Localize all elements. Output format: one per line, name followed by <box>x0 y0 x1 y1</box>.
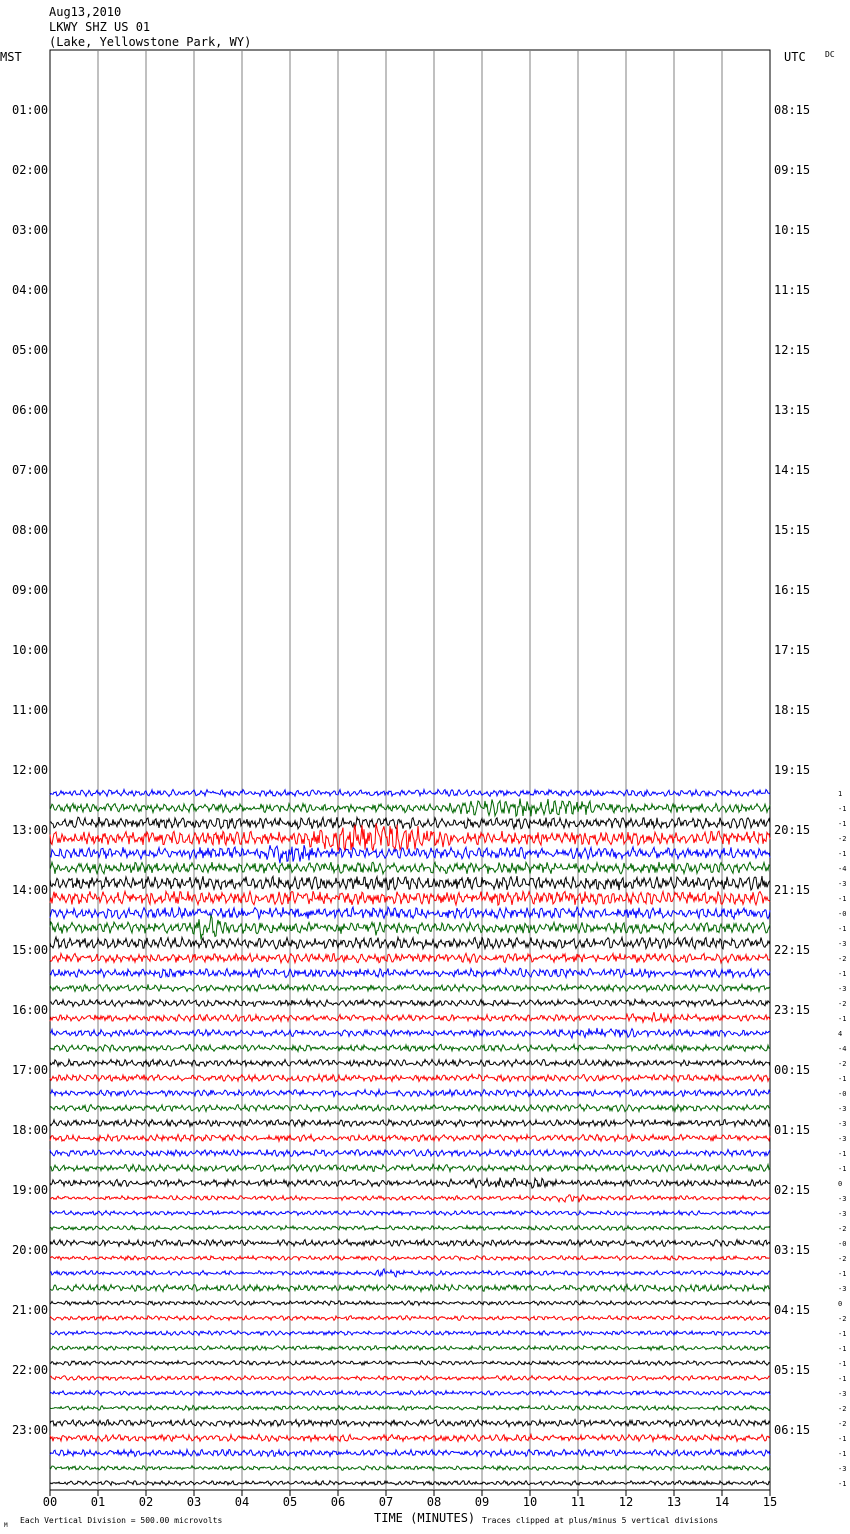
trace-offset-label: -1 <box>838 1165 847 1173</box>
scale-note: Each Vertical Division = 500.00 microvolts <box>20 1516 223 1525</box>
x-tick-label: 09 <box>474 1495 490 1509</box>
x-tick-label: 03 <box>186 1495 202 1509</box>
utc-hour-label: 03:15 <box>774 1243 811 1257</box>
record-date: Aug13,2010 <box>49 5 122 19</box>
x-tick-label: 07 <box>378 1495 394 1509</box>
trace-line-73 <box>50 1150 770 1157</box>
utc-hour-label: 02:15 <box>774 1183 811 1197</box>
utc-hour-label: 12:15 <box>774 343 811 357</box>
trace-line-77 <box>50 1211 770 1216</box>
trace-offset-label: -1 <box>838 925 847 933</box>
trace-offset-label: -3 <box>838 1465 847 1473</box>
mst-hour-label: 07:00 <box>12 463 49 477</box>
trace-offset-label: -3 <box>838 1390 847 1398</box>
trace-line-63 <box>50 999 770 1006</box>
trace-line-92 <box>50 1434 770 1441</box>
station-code: LKWY SHZ US 01 <box>49 20 151 34</box>
utc-hour-label: 01:15 <box>774 1123 811 1137</box>
trace-offset-label: -1 <box>838 805 847 813</box>
trace-offset-label: -2 <box>838 1420 847 1428</box>
utc-axis-label: UTC <box>784 50 806 64</box>
trace-offset-label: -1 <box>838 1150 847 1158</box>
trace-line-91 <box>50 1420 770 1427</box>
trace-offset-label: -3 <box>838 1120 847 1128</box>
x-tick-label: 04 <box>234 1495 250 1509</box>
trace-offset-label: -1 <box>838 1075 847 1083</box>
x-tick-label: 02 <box>138 1495 154 1509</box>
trace-offset-label: -1 <box>838 895 847 903</box>
mst-hour-label: 20:00 <box>12 1243 49 1257</box>
utc-hour-label: 14:15 <box>774 463 811 477</box>
utc-hour-label: 20:15 <box>774 823 811 837</box>
utc-hour-label: 06:15 <box>774 1423 811 1437</box>
clip-note: Traces clipped at plus/minus 5 vertical divisions <box>482 1516 719 1525</box>
x-axis-title: TIME (MINUTES) <box>374 1511 476 1525</box>
mst-hour-label: 08:00 <box>12 523 49 537</box>
utc-hour-label: 05:15 <box>774 1363 811 1377</box>
utc-hour-label: 11:15 <box>774 283 811 297</box>
utc-hour-label: 15:15 <box>774 523 811 537</box>
trace-line-51 <box>50 817 770 829</box>
trace-offset-label: -1 <box>838 850 847 858</box>
trace-offset-labels <box>838 790 846 1488</box>
trace-line-59 <box>50 937 770 949</box>
x-tick-label: 11 <box>570 1495 586 1509</box>
utc-hour-label: 23:15 <box>774 1003 811 1017</box>
utc-hour-label: 18:15 <box>774 703 811 717</box>
x-tick-label: 01 <box>90 1495 106 1509</box>
utc-hour-label: 22:15 <box>774 943 811 957</box>
trace-offset-label: -1 <box>838 1450 847 1458</box>
trace-offset-label: -2 <box>838 1225 847 1233</box>
trace-offset-label: -2 <box>838 1315 847 1323</box>
trace-line-54 <box>50 862 770 874</box>
trace-offset-label: -2 <box>838 1255 847 1263</box>
x-tick-label: 05 <box>282 1495 298 1509</box>
trace-line-66 <box>50 1044 770 1051</box>
x-tick-label: 08 <box>426 1495 442 1509</box>
mst-hour-label: 19:00 <box>12 1183 49 1197</box>
utc-hour-label: 00:15 <box>774 1063 811 1077</box>
trace-line-67 <box>50 1060 770 1067</box>
trace-offset-label: -3 <box>838 1210 847 1218</box>
mst-hour-label: 01:00 <box>12 103 49 117</box>
trace-offset-label: -0 <box>838 1240 847 1248</box>
trace-line-87 <box>50 1361 770 1366</box>
mst-hour-label: 03:00 <box>12 223 49 237</box>
trace-line-69 <box>50 1090 770 1097</box>
trace-line-49 <box>50 790 770 797</box>
trace-line-74 <box>50 1165 770 1172</box>
trace-line-93 <box>50 1450 770 1457</box>
trace-line-61 <box>50 968 770 978</box>
trace-line-79 <box>50 1240 770 1247</box>
trace-line-60 <box>50 953 770 963</box>
trace-line-81 <box>50 1269 770 1277</box>
trace-offset-label: -1 <box>838 1435 847 1443</box>
trace-offset-label: -0 <box>838 1090 847 1098</box>
trace-offset-label: -1 <box>838 1375 847 1383</box>
trace-offset-label: -3 <box>838 1285 847 1293</box>
mst-hour-label: 05:00 <box>12 343 49 357</box>
trace-offset-label: -1 <box>838 1480 847 1488</box>
trace-line-88 <box>50 1376 770 1381</box>
trace-offset-label: -3 <box>838 940 847 948</box>
trace-line-71 <box>50 1119 770 1126</box>
trace-line-50 <box>50 799 770 817</box>
trace-offset-label: -3 <box>838 1105 847 1113</box>
x-tick-label: 14 <box>714 1495 730 1509</box>
trace-offset-label: -2 <box>838 955 847 963</box>
x-tick-label: 00 <box>42 1495 58 1509</box>
footer-mark: M <box>4 1522 8 1529</box>
trace-offset-label: -4 <box>838 1045 847 1053</box>
mst-hour-label: 02:00 <box>12 163 49 177</box>
trace-line-75 <box>50 1178 770 1189</box>
mst-hour-label: 06:00 <box>12 403 49 417</box>
trace-offset-label: -3 <box>838 1195 847 1203</box>
dc-label: DC <box>825 50 835 59</box>
utc-hour-label: 19:15 <box>774 763 811 777</box>
trace-offset-label: -2 <box>838 835 847 843</box>
trace-offset-label: -3 <box>838 985 847 993</box>
trace-offset-label: 0 <box>838 1300 843 1308</box>
trace-line-84 <box>50 1316 770 1321</box>
trace-offset-label: 4 <box>838 1030 843 1038</box>
trace-line-80 <box>50 1256 770 1261</box>
trace-line-86 <box>50 1346 770 1351</box>
utc-hour-label: 04:15 <box>774 1303 811 1317</box>
mst-hour-label: 23:00 <box>12 1423 49 1437</box>
utc-hour-label: 10:15 <box>774 223 811 237</box>
x-tick-label: 15 <box>762 1495 778 1509</box>
x-axis <box>43 1490 777 1509</box>
mst-hour-label: 12:00 <box>12 763 49 777</box>
trace-offset-label: -1 <box>838 1270 847 1278</box>
mst-hour-label: 18:00 <box>12 1123 49 1137</box>
trace-offset-label: -3 <box>838 880 847 888</box>
utc-hour-label: 17:15 <box>774 643 811 657</box>
trace-offset-label: -1 <box>838 1330 847 1338</box>
utc-hour-label: 09:15 <box>774 163 811 177</box>
seismic-traces <box>50 790 770 1486</box>
mst-hour-label: 10:00 <box>12 643 49 657</box>
x-tick-label: 10 <box>522 1495 538 1509</box>
mst-axis-label: MST <box>0 50 22 64</box>
trace-line-53 <box>50 845 770 863</box>
station-location: (Lake, Yellowstone Park, WY) <box>49 35 252 49</box>
trace-offset-label: -1 <box>838 1360 847 1368</box>
trace-offset-label: 1 <box>838 790 843 798</box>
trace-line-76 <box>50 1195 770 1203</box>
hour-labels <box>12 103 810 1437</box>
mst-hour-label: 17:00 <box>12 1063 49 1077</box>
x-tick-label: 12 <box>618 1495 634 1509</box>
trace-offset-label: -1 <box>838 820 847 828</box>
trace-line-62 <box>50 984 770 991</box>
trace-line-68 <box>50 1074 770 1081</box>
utc-hour-label: 21:15 <box>774 883 811 897</box>
trace-line-65 <box>50 1028 770 1038</box>
trace-line-89 <box>50 1391 770 1396</box>
trace-offset-label: -1 <box>838 970 847 978</box>
trace-line-72 <box>50 1135 770 1142</box>
mst-hour-label: 14:00 <box>12 883 49 897</box>
mst-hour-label: 09:00 <box>12 583 49 597</box>
trace-line-95 <box>50 1481 770 1486</box>
trace-line-58 <box>50 916 770 940</box>
x-tick-label: 13 <box>666 1495 682 1509</box>
mst-hour-label: 04:00 <box>12 283 49 297</box>
trace-line-57 <box>50 907 770 919</box>
trace-line-94 <box>50 1466 770 1471</box>
mst-hour-label: 22:00 <box>12 1363 49 1377</box>
trace-offset-label: -4 <box>838 865 847 873</box>
mst-hour-label: 21:00 <box>12 1303 49 1317</box>
mst-hour-label: 13:00 <box>12 823 49 837</box>
trace-offset-label: -2 <box>838 1060 847 1068</box>
utc-hour-label: 13:15 <box>774 403 811 417</box>
trace-line-64 <box>50 1012 770 1022</box>
trace-offset-label: -2 <box>838 1000 847 1008</box>
trace-offset-label: 0 <box>838 1180 843 1188</box>
trace-line-85 <box>50 1331 770 1336</box>
trace-offset-label: -0 <box>838 910 847 918</box>
x-tick-label: 06 <box>330 1495 346 1509</box>
trace-offset-label: -1 <box>838 1015 847 1023</box>
mst-hour-label: 11:00 <box>12 703 49 717</box>
trace-line-78 <box>50 1226 770 1231</box>
trace-line-56 <box>50 891 770 905</box>
mst-hour-label: 15:00 <box>12 943 49 957</box>
trace-offset-label: -2 <box>838 1405 847 1413</box>
trace-offset-label: -1 <box>838 1345 847 1353</box>
utc-hour-label: 08:15 <box>774 103 811 117</box>
utc-hour-label: 16:15 <box>774 583 811 597</box>
trace-line-90 <box>50 1406 770 1411</box>
trace-offset-label: -3 <box>838 1135 847 1143</box>
trace-line-83 <box>50 1301 770 1306</box>
trace-line-82 <box>50 1285 770 1292</box>
mst-hour-label: 16:00 <box>12 1003 49 1017</box>
trace-line-70 <box>50 1104 770 1111</box>
trace-line-55 <box>50 876 770 890</box>
